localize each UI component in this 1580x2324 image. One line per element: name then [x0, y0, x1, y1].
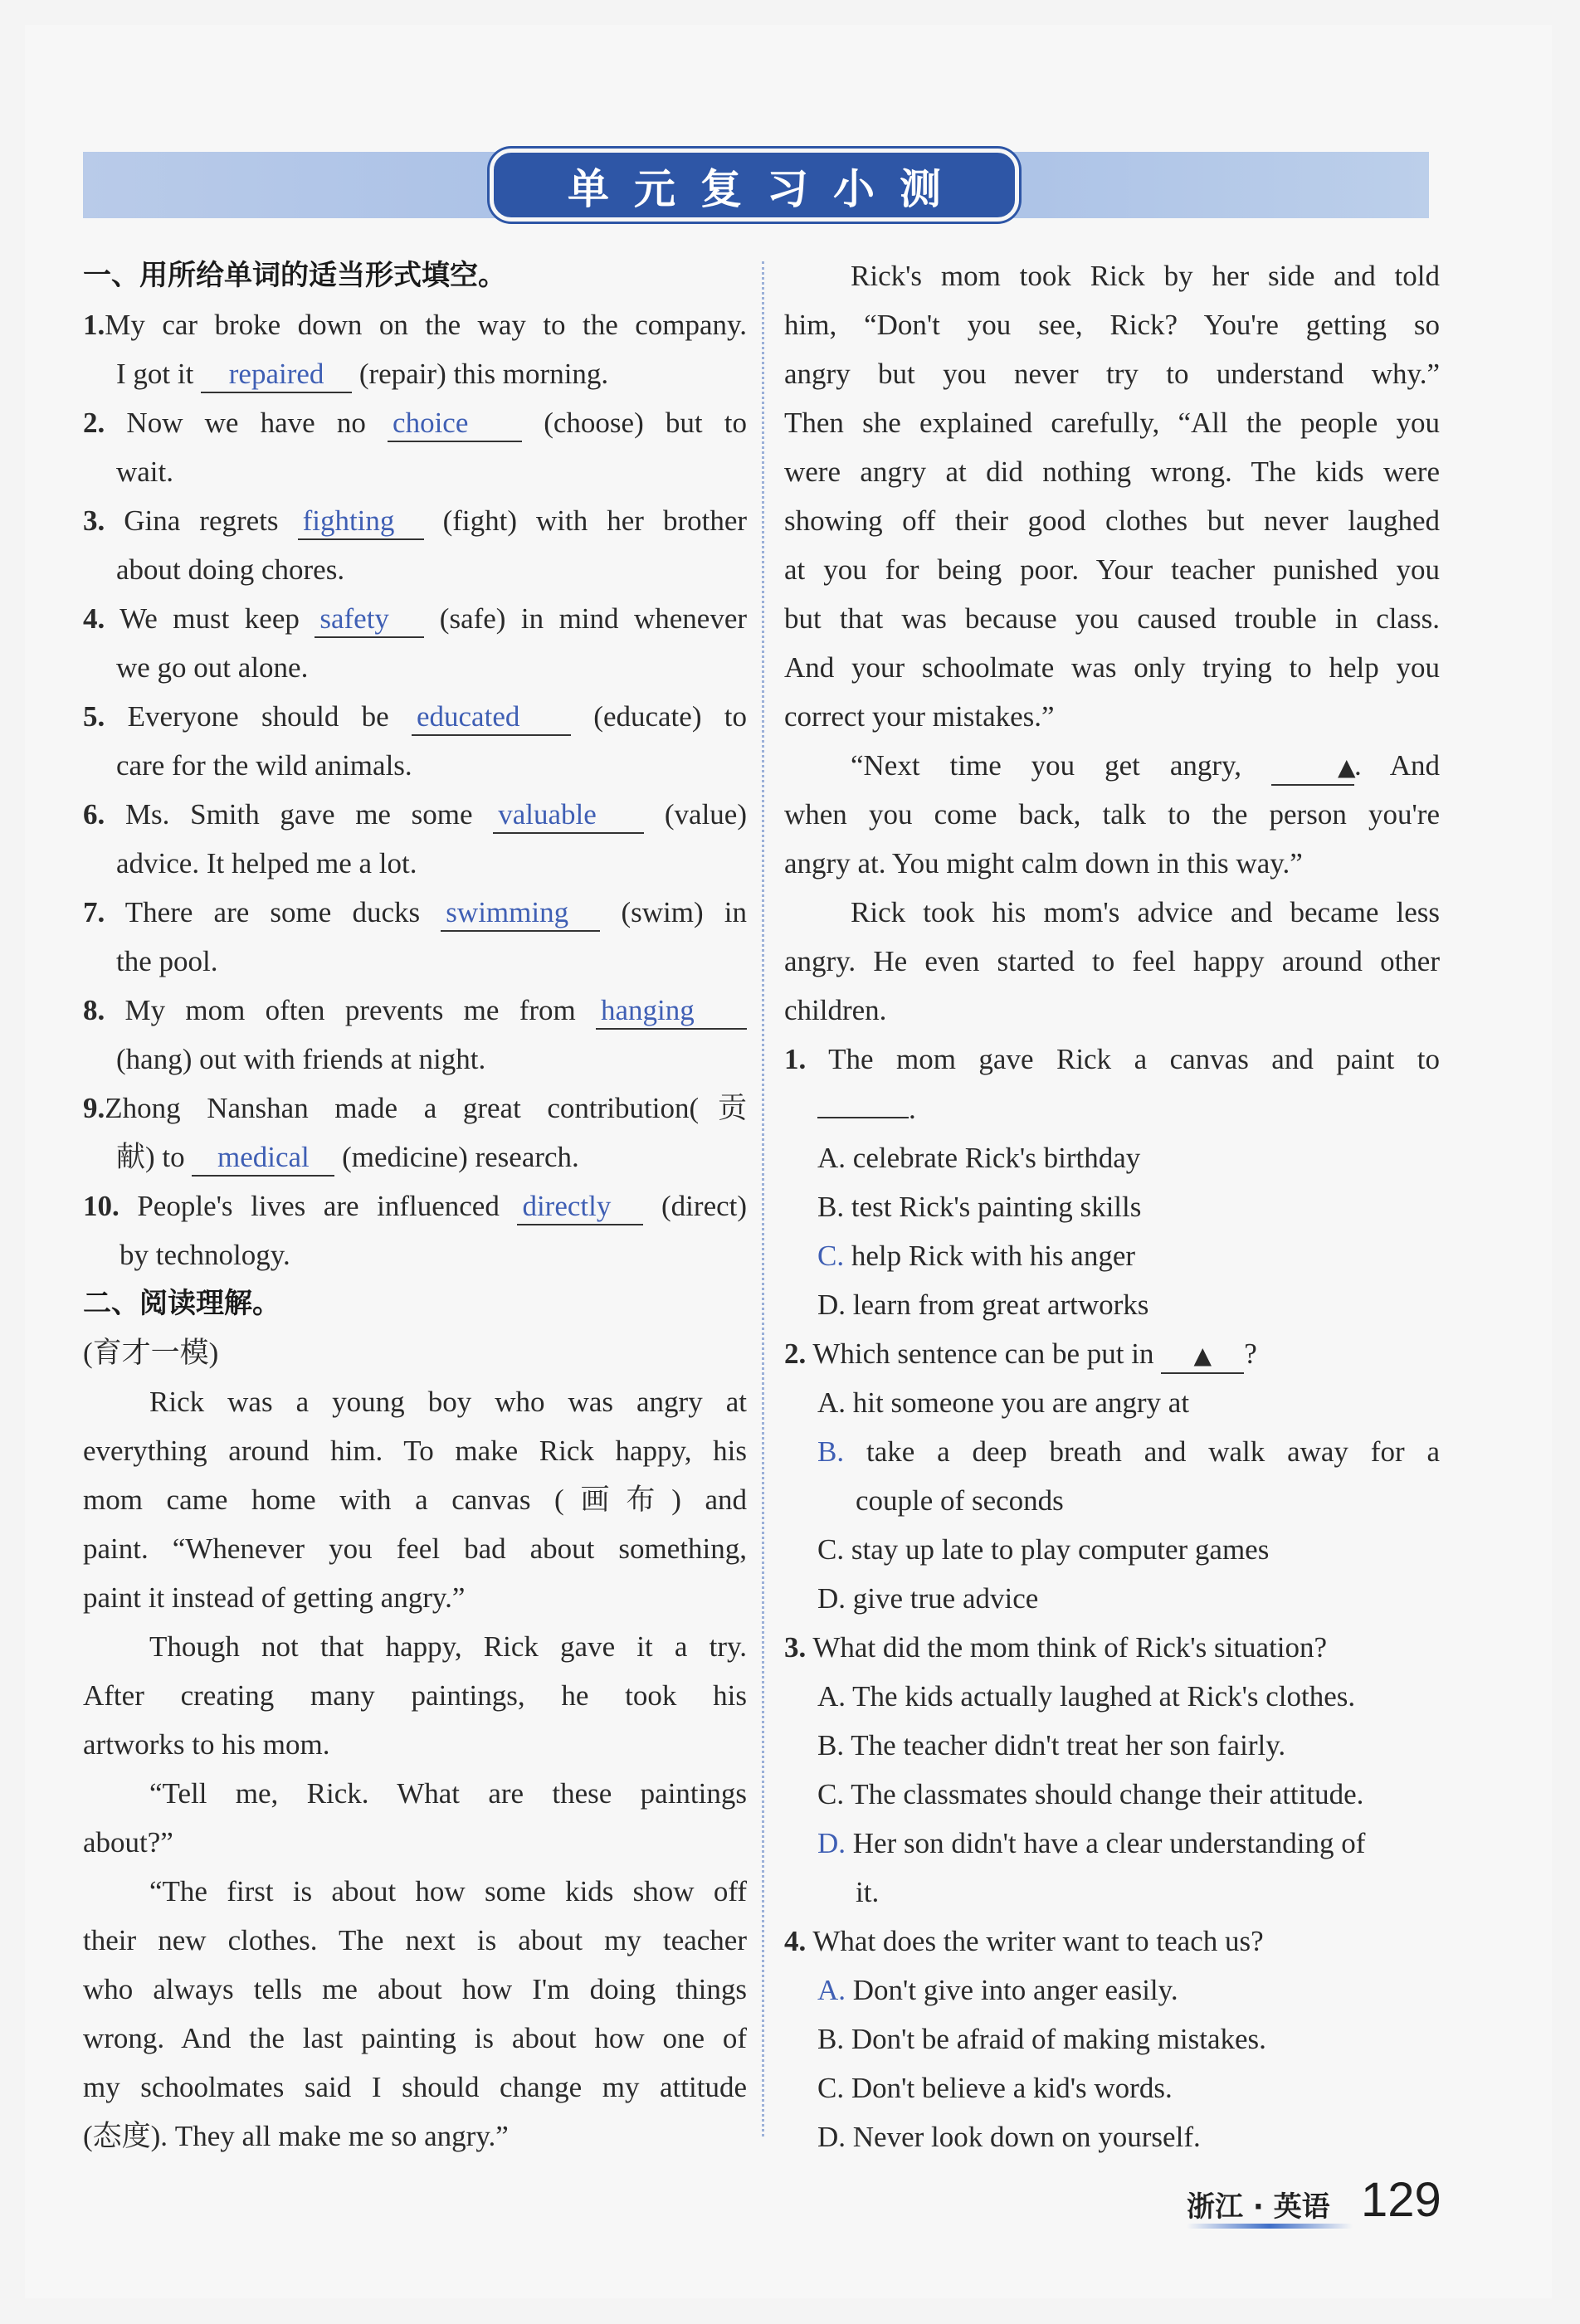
option[interactable]: D. Her son didn't have a clear understanding of	[817, 1827, 1366, 1859]
passage-line: angry. He even started to feel happy around other	[784, 945, 1440, 977]
answer-blank[interactable]: choice	[388, 406, 522, 442]
option[interactable]: A. celebrate Rick's birthday	[817, 1142, 1141, 1174]
question-8-line2: (hang) out with friends at night.	[116, 1043, 486, 1075]
passage-line: And your schoolmate was only trying to help you	[784, 651, 1440, 684]
question-4-line2: we go out alone.	[116, 651, 309, 684]
passage-line: paint it instead of getting angry.”	[83, 1581, 466, 1614]
section1-heading: 一、用所给单词的适当形式填空。	[83, 259, 506, 292]
option[interactable]: B. take a deep breath and walk away for a	[817, 1435, 1441, 1468]
footer-swoosh	[1187, 2224, 1353, 2229]
left-column	[83, 251, 747, 2161]
passage-line: wrong. And the last painting is about how one of	[83, 2022, 747, 2054]
option[interactable]: B. The teacher didn't treat her son fairly.	[817, 1729, 1286, 1761]
passage-line: Rick took his mom's advice and became less	[851, 896, 1440, 928]
question-9-line2: 献) to medical (medicine) research.	[83, 1133, 747, 1181]
passage-line: their new clothes. The next is about my teacher	[83, 1924, 747, 1956]
correct-answer-mark: D.	[817, 1827, 846, 1859]
option[interactable]: D. Never look down on yourself.	[817, 2121, 1201, 2153]
passage-line: (态度). They all make me so angry.”	[83, 2120, 509, 2152]
answer-blank[interactable]: medical	[192, 1140, 334, 1177]
question-10: 10. People's lives are influenced directly (direct)	[83, 1181, 747, 1230]
passage-line: everything around him. To make Rick happy, his	[83, 1435, 747, 1467]
option-continued: it.	[856, 1876, 880, 1908]
option[interactable]: C. Don't believe a kid's words.	[817, 2072, 1173, 2104]
passage-line: but that was because you caused trouble in class.	[784, 602, 1440, 635]
question-10-line2: by technology.	[119, 1239, 290, 1271]
question-8: 8. My mom often prevents me from hanging	[83, 986, 747, 1035]
passage-line: Then she explained carefully, “All the people you	[784, 407, 1440, 439]
answer-blank[interactable]: valuable	[493, 797, 644, 834]
triangle-blank: ▲	[1271, 751, 1354, 786]
passage-line: showing off their good clothes but never laughed	[784, 504, 1440, 537]
answer-blank[interactable]	[817, 1084, 909, 1118]
question-9: 9.Zhong Nanshan made a great contribution(贡	[83, 1092, 747, 1124]
passage-line: Though not that happy, Rick gave it a try.	[149, 1630, 747, 1663]
passage-line: correct your mistakes.”	[784, 700, 1055, 733]
question-1: 1.My car broke down on the way to the company.	[83, 309, 747, 341]
option[interactable]: D. learn from great artworks	[817, 1289, 1149, 1321]
option[interactable]: B. Don't be afraid of making mistakes.	[817, 2023, 1266, 2055]
right-column	[784, 251, 1440, 2161]
question-3-line2: about doing chores.	[116, 553, 345, 586]
option[interactable]: C. stay up late to play computer games	[817, 1533, 1270, 1566]
question-4: 4. We must keep safety (safe) in mind whenever	[83, 594, 747, 643]
answer-blank[interactable]: safety	[315, 602, 424, 638]
section-title: 单元复习小测	[490, 149, 1019, 222]
column-divider	[762, 261, 764, 2136]
question-5-line2: care for the wild animals.	[116, 749, 412, 782]
passage-line: about?”	[83, 1826, 173, 1859]
answer-blank[interactable]: hanging	[596, 993, 747, 1030]
passage-line: “The first is about how some kids show off	[149, 1875, 747, 1907]
passage-line: my schoolmates said I should change my attitude	[83, 2071, 747, 2103]
correct-answer-mark: B.	[817, 1435, 845, 1468]
question-3: 3. Gina regrets fighting (fight) with her brother	[83, 496, 747, 545]
mc-question-2: 2. Which sentence can be put in ▲ ?	[784, 1329, 1440, 1378]
passage-line: After creating many paintings, he took his	[83, 1679, 747, 1712]
passage-line: Rick was a young boy who was angry at	[149, 1386, 747, 1418]
passage-line: children.	[784, 994, 887, 1026]
option[interactable]: D. give true advice	[817, 1582, 1039, 1615]
question-5: 5. Everyone should be educated (educate) to	[83, 692, 747, 741]
page-number: 129	[1361, 2173, 1441, 2227]
question-6: 6. Ms. Smith gave me some valuable (value)	[83, 790, 747, 839]
answer-blank[interactable]: directly	[517, 1189, 643, 1225]
option[interactable]: A. The kids actually laughed at Rick's clothes.	[817, 1680, 1356, 1713]
correct-answer-mark: A.	[817, 1974, 846, 2006]
passage-line: angry at. You might calm down in this way.”	[784, 847, 1303, 879]
section2-heading: 二、阅读理解。	[83, 1287, 280, 1320]
footer-label: 浙江 · 英语	[1187, 2190, 1330, 2224]
passage-line: who always tells me about how I'm doing things	[83, 1973, 747, 2005]
source-label: (育才一模)	[83, 1337, 219, 1369]
mc-question-1-blank: .	[784, 1084, 1440, 1133]
passage-line: “Next time you get angry, ▲. And	[784, 741, 1440, 790]
question-2-line2: wait.	[116, 456, 174, 488]
option[interactable]: A. Don't give into anger easily.	[817, 1974, 1178, 2006]
option[interactable]: C. help Rick with his anger	[817, 1240, 1136, 1272]
question-6-line2: advice. It helped me a lot.	[116, 847, 417, 879]
correct-answer-mark: C.	[817, 1240, 845, 1272]
answer-blank[interactable]: fighting	[298, 504, 424, 540]
triangle-blank: ▲	[1161, 1339, 1244, 1374]
passage-line: artworks to his mom.	[83, 1728, 330, 1761]
mc-question-1: 1. The mom gave Rick a canvas and paint to	[784, 1043, 1440, 1075]
question-1-line2: I got it repaired (repair) this morning.	[83, 349, 747, 398]
option-continued: couple of seconds	[856, 1484, 1064, 1517]
passage-line: “Tell me, Rick. What are these paintings	[149, 1777, 747, 1810]
passage-line: angry but you never try to understand why.”	[784, 358, 1440, 390]
option[interactable]: C. The classmates should change their attitude.	[817, 1778, 1364, 1810]
question-7-line2: the pool.	[116, 945, 218, 977]
answer-blank[interactable]: repaired	[201, 357, 352, 393]
passage-line: him, “Don't you see, Rick? You're getting so	[784, 309, 1440, 341]
answer-blank[interactable]: swimming	[441, 895, 600, 932]
option[interactable]: A. hit someone you are angry at	[817, 1386, 1190, 1419]
question-7: 7. There are some ducks swimming (swim) in	[83, 888, 747, 937]
mc-question-3: 3. What did the mom think of Rick's situation?	[784, 1631, 1328, 1664]
mc-question-4: 4. What does the writer want to teach us?	[784, 1925, 1264, 1957]
passage-line: Rick's mom took Rick by her side and told	[851, 260, 1440, 292]
question-2: 2. Now we have no choice (choose) but to	[83, 398, 747, 447]
answer-blank[interactable]: educated	[412, 699, 571, 736]
passage-line: paint. “Whenever you feel bad about something,	[83, 1532, 747, 1565]
passage-line: at you for being poor. Your teacher punished you	[784, 553, 1440, 586]
passage-line: were angry at did nothing wrong. The kids were	[784, 456, 1440, 488]
option[interactable]: B. test Rick's painting skills	[817, 1191, 1142, 1223]
passage-line: mom came home with a canvas (画布) and	[83, 1484, 747, 1516]
passage-line: when you come back, talk to the person you're	[784, 798, 1440, 831]
